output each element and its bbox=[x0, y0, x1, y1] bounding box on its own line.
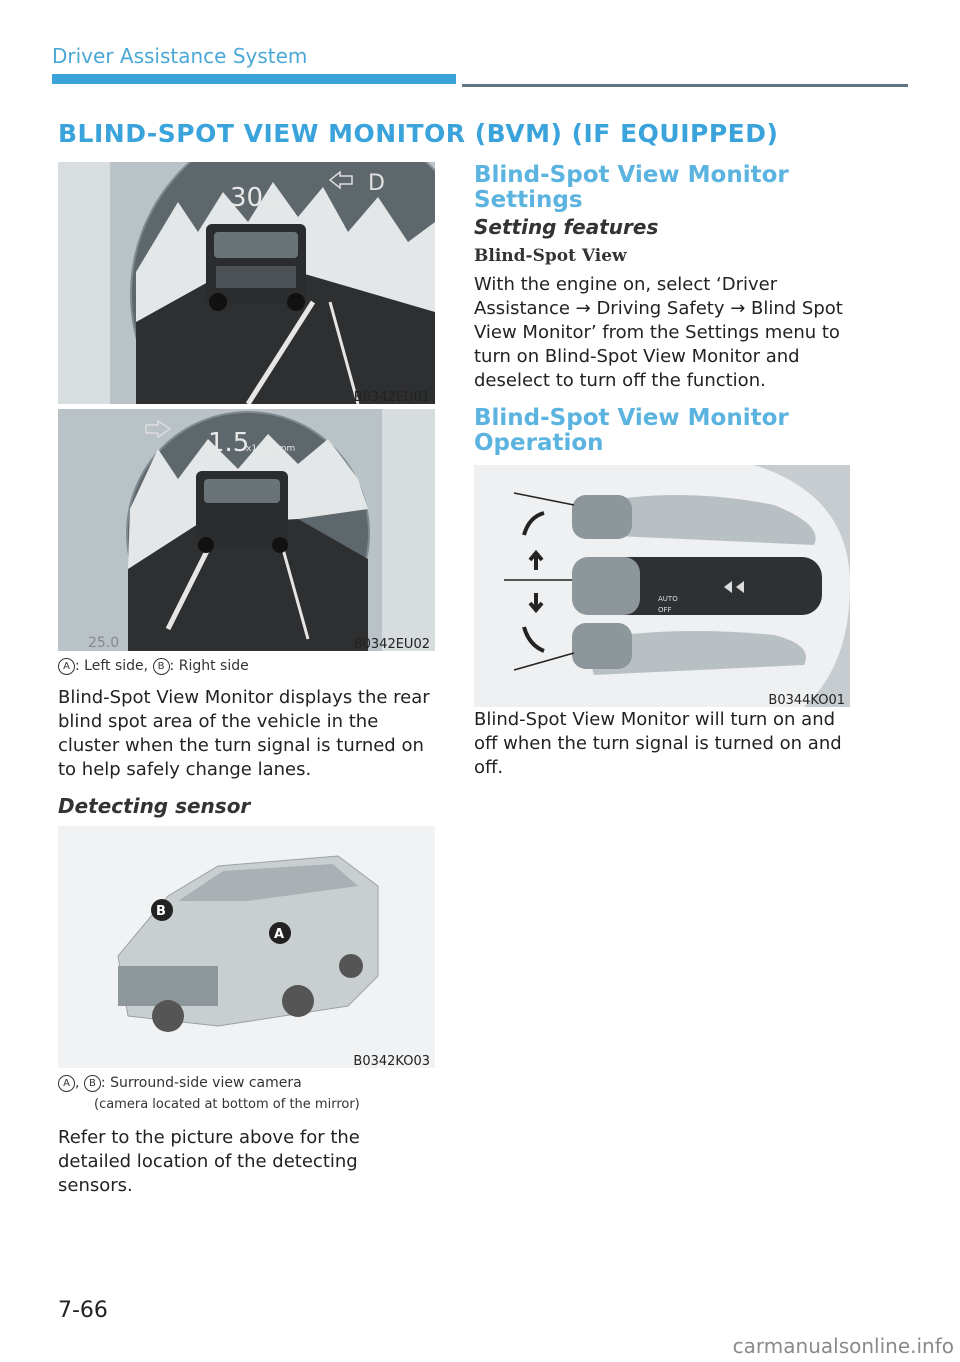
setting-features-heading: Setting features bbox=[474, 215, 659, 239]
figure-b-code: B0342EU02 bbox=[353, 637, 430, 652]
figure-a-left-side-view bbox=[58, 162, 435, 404]
detecting-sensor-heading: Detecting sensor bbox=[58, 794, 251, 818]
operation-paragraph: Blind-Spot View Monitor will turn on and off when the turn signal is turned on and off. bbox=[474, 709, 842, 778]
lever-label-off: OFF bbox=[658, 606, 672, 614]
footer-watermark: carmanualsonline.info bbox=[732, 1334, 954, 1358]
refer-paragraph: Refer to the picture above for the detailed location of the detecting sensors. bbox=[58, 1127, 360, 1196]
figure-a-speed-unit: MPH bbox=[264, 199, 284, 209]
operation-heading: Blind-Spot View Monitor Operation bbox=[474, 405, 789, 456]
camera-caption-text: : Surround-side view camera bbox=[100, 1075, 302, 1091]
page-title: BLIND-SPOT VIEW MONITOR (BVM) (IF EQUIPPED) bbox=[58, 119, 779, 148]
figure-a-gear: D bbox=[368, 171, 385, 196]
turn-signal-lever-figure bbox=[474, 465, 850, 707]
lever-figure-image bbox=[474, 465, 850, 707]
intro-paragraph: Blind-Spot View Monitor displays the rear blind spot area of the vehicle in the cluster when the turn signal is turned on to help safely change lanes. bbox=[58, 687, 430, 780]
lever-figure-code: B0344KO01 bbox=[768, 693, 845, 708]
side-caption-right: : Right side bbox=[169, 658, 249, 674]
settings-paragraph: With the engine on, select ‘Driver Assistance → Driving Safety → Blind Spot View Monitor’ from the Settings menu to turn on Blind-Spot View Monitor and deselect to turn off the function. bbox=[474, 274, 843, 391]
circled-a-marker-2: A bbox=[58, 1075, 75, 1092]
figure-b-rpm-unit: x1000 rpm bbox=[246, 444, 296, 454]
header-rule-line bbox=[462, 84, 908, 87]
marker-b-label: B bbox=[156, 904, 166, 919]
camera-caption-sub: (camera located at bottom of the mirror) bbox=[94, 1097, 360, 1112]
figure-a-speed: 30 bbox=[230, 183, 264, 213]
sensor-figure-code: B0342KO03 bbox=[353, 1054, 430, 1069]
page-number: 7-66 bbox=[58, 1298, 108, 1323]
sensor-figure-image bbox=[58, 826, 435, 1068]
settings-heading: Blind-Spot View Monitor Settings bbox=[474, 162, 789, 213]
sensor-location-figure bbox=[58, 826, 435, 1068]
camera-caption bbox=[58, 1075, 302, 1092]
header-rule-accent bbox=[52, 74, 456, 84]
figure-b-rpm: 1.5 bbox=[208, 428, 250, 458]
lever-label-auto: AUTO bbox=[658, 595, 678, 603]
figure-a-code: B0342EU01 bbox=[353, 390, 430, 405]
marker-a-label: A bbox=[274, 927, 285, 942]
figure-b-image bbox=[58, 409, 435, 651]
side-caption-left: : Left side, bbox=[75, 658, 153, 674]
circled-a-marker: A bbox=[58, 658, 75, 675]
circled-b-marker: B bbox=[153, 658, 170, 675]
side-caption bbox=[58, 658, 249, 675]
figure-b-right-side-view bbox=[58, 409, 435, 651]
circled-b-marker-2: B bbox=[84, 1075, 101, 1092]
blind-spot-view-heading: Blind-Spot View bbox=[474, 246, 627, 266]
figure-a-image bbox=[58, 162, 435, 404]
section-header: Driver Assistance System bbox=[52, 44, 308, 68]
figure-b-odo: 25.0 bbox=[88, 635, 120, 651]
caption-separator: , bbox=[75, 1075, 84, 1091]
